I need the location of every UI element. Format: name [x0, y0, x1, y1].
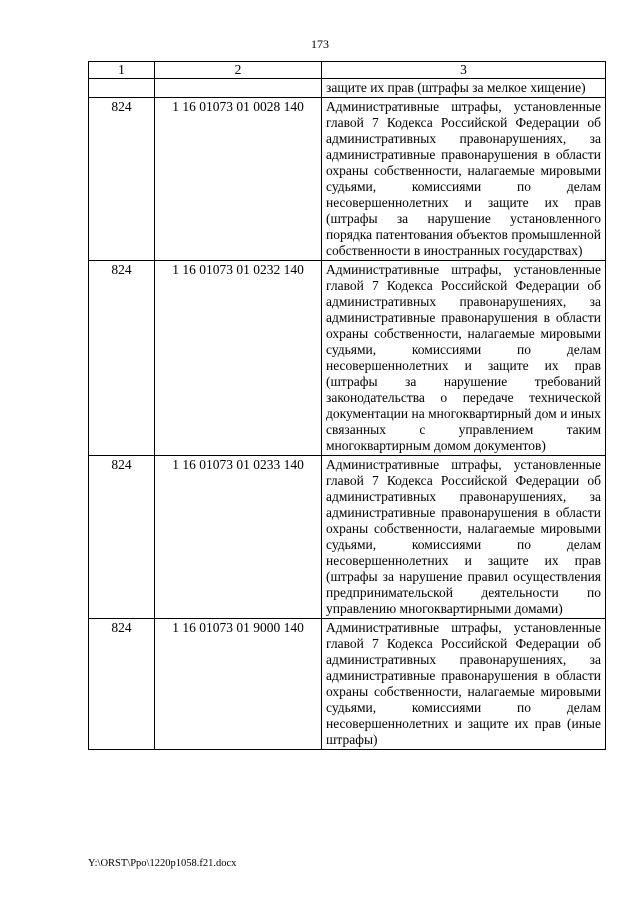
table-row: [89, 98, 606, 261]
table-row-continuation: [89, 79, 606, 98]
admin-code-cell: [89, 79, 155, 98]
description-cell: Административные штрафы, установленные главой 7 Кодекса Российской Федерации об административных правонарушениях, за административные правонарушения в области охраны собственности, налагаемые мировыми судьями, комиссиями по делам несовершеннолетних и защите их прав (штрафы за нарушение установленного порядка патентования объектов промышленной собственности в иностранных государствах): [322, 98, 606, 261]
admin-code-cell: 824: [89, 261, 155, 456]
kbk-code-cell: 1 16 01073 01 0232 140: [155, 261, 322, 456]
kbk-code-cell: 1 16 01073 01 0028 140: [155, 98, 322, 261]
table-row: [89, 456, 606, 619]
header-cell-2: 2: [155, 62, 322, 79]
admin-code-cell: 824: [89, 98, 155, 261]
kbk-code-cell: 1 16 01073 01 0233 140: [155, 456, 322, 619]
table-row: [89, 261, 606, 456]
header-cell-3: 3: [322, 62, 606, 79]
page-number: 173: [311, 37, 329, 51]
kbk-code-cell: 1 16 01073 01 9000 140: [155, 619, 322, 750]
description-cell: Административные штрафы, установленные главой 7 Кодекса Российской Федерации об административных правонарушениях, за административные правонарушения в области охраны собственности, налагаемые мировыми судьями, комиссиями по делам несовершеннолетних и защите их прав (штрафы за нарушение требований законодательства о передаче технической документации на многоквартирный дом и иных связанных с управлением таким многоквартирным домом документов): [322, 261, 606, 456]
admin-code-cell: 824: [89, 456, 155, 619]
budget-code-table: [88, 61, 606, 750]
description-cell: защите их прав (штрафы за мелкое хищение): [322, 79, 606, 98]
table-row: [89, 619, 606, 750]
table-header-row: [89, 62, 606, 79]
description-cell: Административные штрафы, установленные главой 7 Кодекса Российской Федерации об административных правонарушениях, за административные правонарушения в области охраны собственности, налагаемые мировыми судьями, комиссиями по делам несовершеннолетних и защите их прав (иные штрафы): [322, 619, 606, 750]
header-cell-1: 1: [89, 62, 155, 79]
file-path-footer: Y:\ORST\Ppo\1220p1058.f21.docx: [88, 858, 237, 869]
description-cell: Административные штрафы, установленные главой 7 Кодекса Российской Федерации об административных правонарушениях, за административные правонарушения в области охраны собственности, налагаемые мировыми судьями, комиссиями по делам несовершеннолетних и защите их прав (штрафы за нарушение правил осуществления предпринимательской деятельности по управлению многоквартирными домами): [322, 456, 606, 619]
kbk-code-cell: [155, 79, 322, 98]
admin-code-cell: 824: [89, 619, 155, 750]
